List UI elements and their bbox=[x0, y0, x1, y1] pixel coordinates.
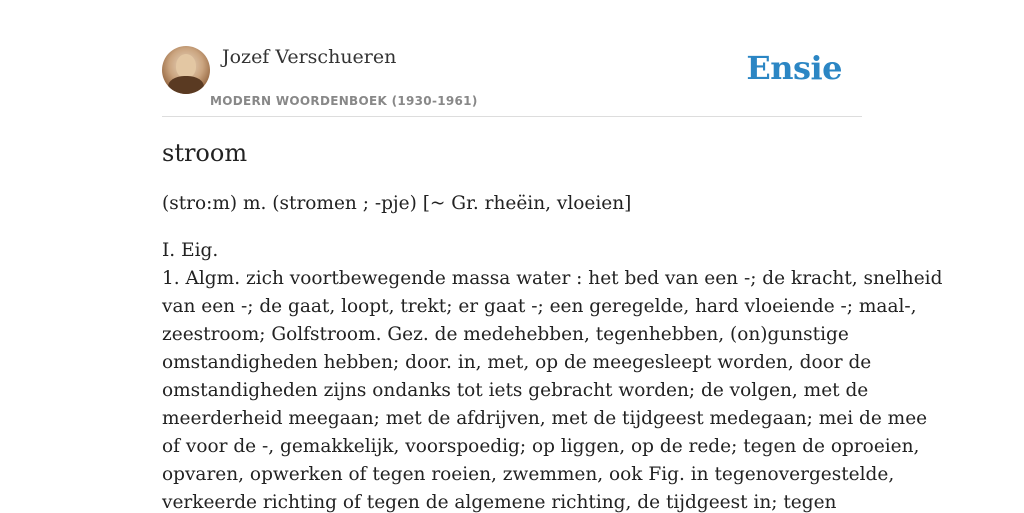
avatar-portrait-body bbox=[168, 76, 204, 94]
sense-heading: I. Eig. bbox=[162, 240, 219, 261]
entry-pronunciation: (stro:m) m. (stromen ; -pje) [~ Gr. rheëin, vloeien] bbox=[162, 193, 632, 214]
author-name[interactable]: Jozef Verschueren bbox=[222, 46, 397, 68]
definition-line: of voor de -, gemakkelijk, voorspoedig; op liggen, op de rede; tegen de oproeien, bbox=[162, 436, 920, 457]
author-avatar[interactable] bbox=[162, 46, 210, 94]
avatar-portrait-head bbox=[176, 54, 196, 78]
definition-line: verkeerde richting of tegen de algemene richting, de tijdgeest in; tegen bbox=[162, 492, 837, 513]
page-header bbox=[162, 46, 862, 117]
definition-line: meerderheid meegaan; met de afdrijven, met de tijdgeest medegaan; mei de mee bbox=[162, 408, 928, 429]
definition-line: omstandigheden zijns ondanks tot iets gebracht worden; de volgen, met de bbox=[162, 380, 869, 401]
definition-line: opvaren, opwerken of tegen roeien, zwemmen, ook Fig. in tegenovergestelde, bbox=[162, 464, 895, 485]
definition-line: van een -; de gaat, loopt, trekt; er gaat -; een geregelde, hard vloeiende -; maal-, bbox=[162, 296, 917, 317]
definition-line: zeestroom; Golfstroom. Gez. de medehebben, tegenhebben, (on)gunstige bbox=[162, 324, 849, 345]
definition-line: omstandigheden hebben; door. in, met, op de meegesleept worden, door de bbox=[162, 352, 872, 373]
definition-line: 1. Algm. zich voortbewegende massa water : het bed van een -; de kracht, snelheid bbox=[162, 268, 943, 289]
brand-logo[interactable]: Ensie bbox=[746, 49, 842, 87]
entry-title: stroom bbox=[162, 139, 248, 167]
source-label[interactable]: MODERN WOORDENBOEK (1930-1961) bbox=[210, 94, 478, 108]
